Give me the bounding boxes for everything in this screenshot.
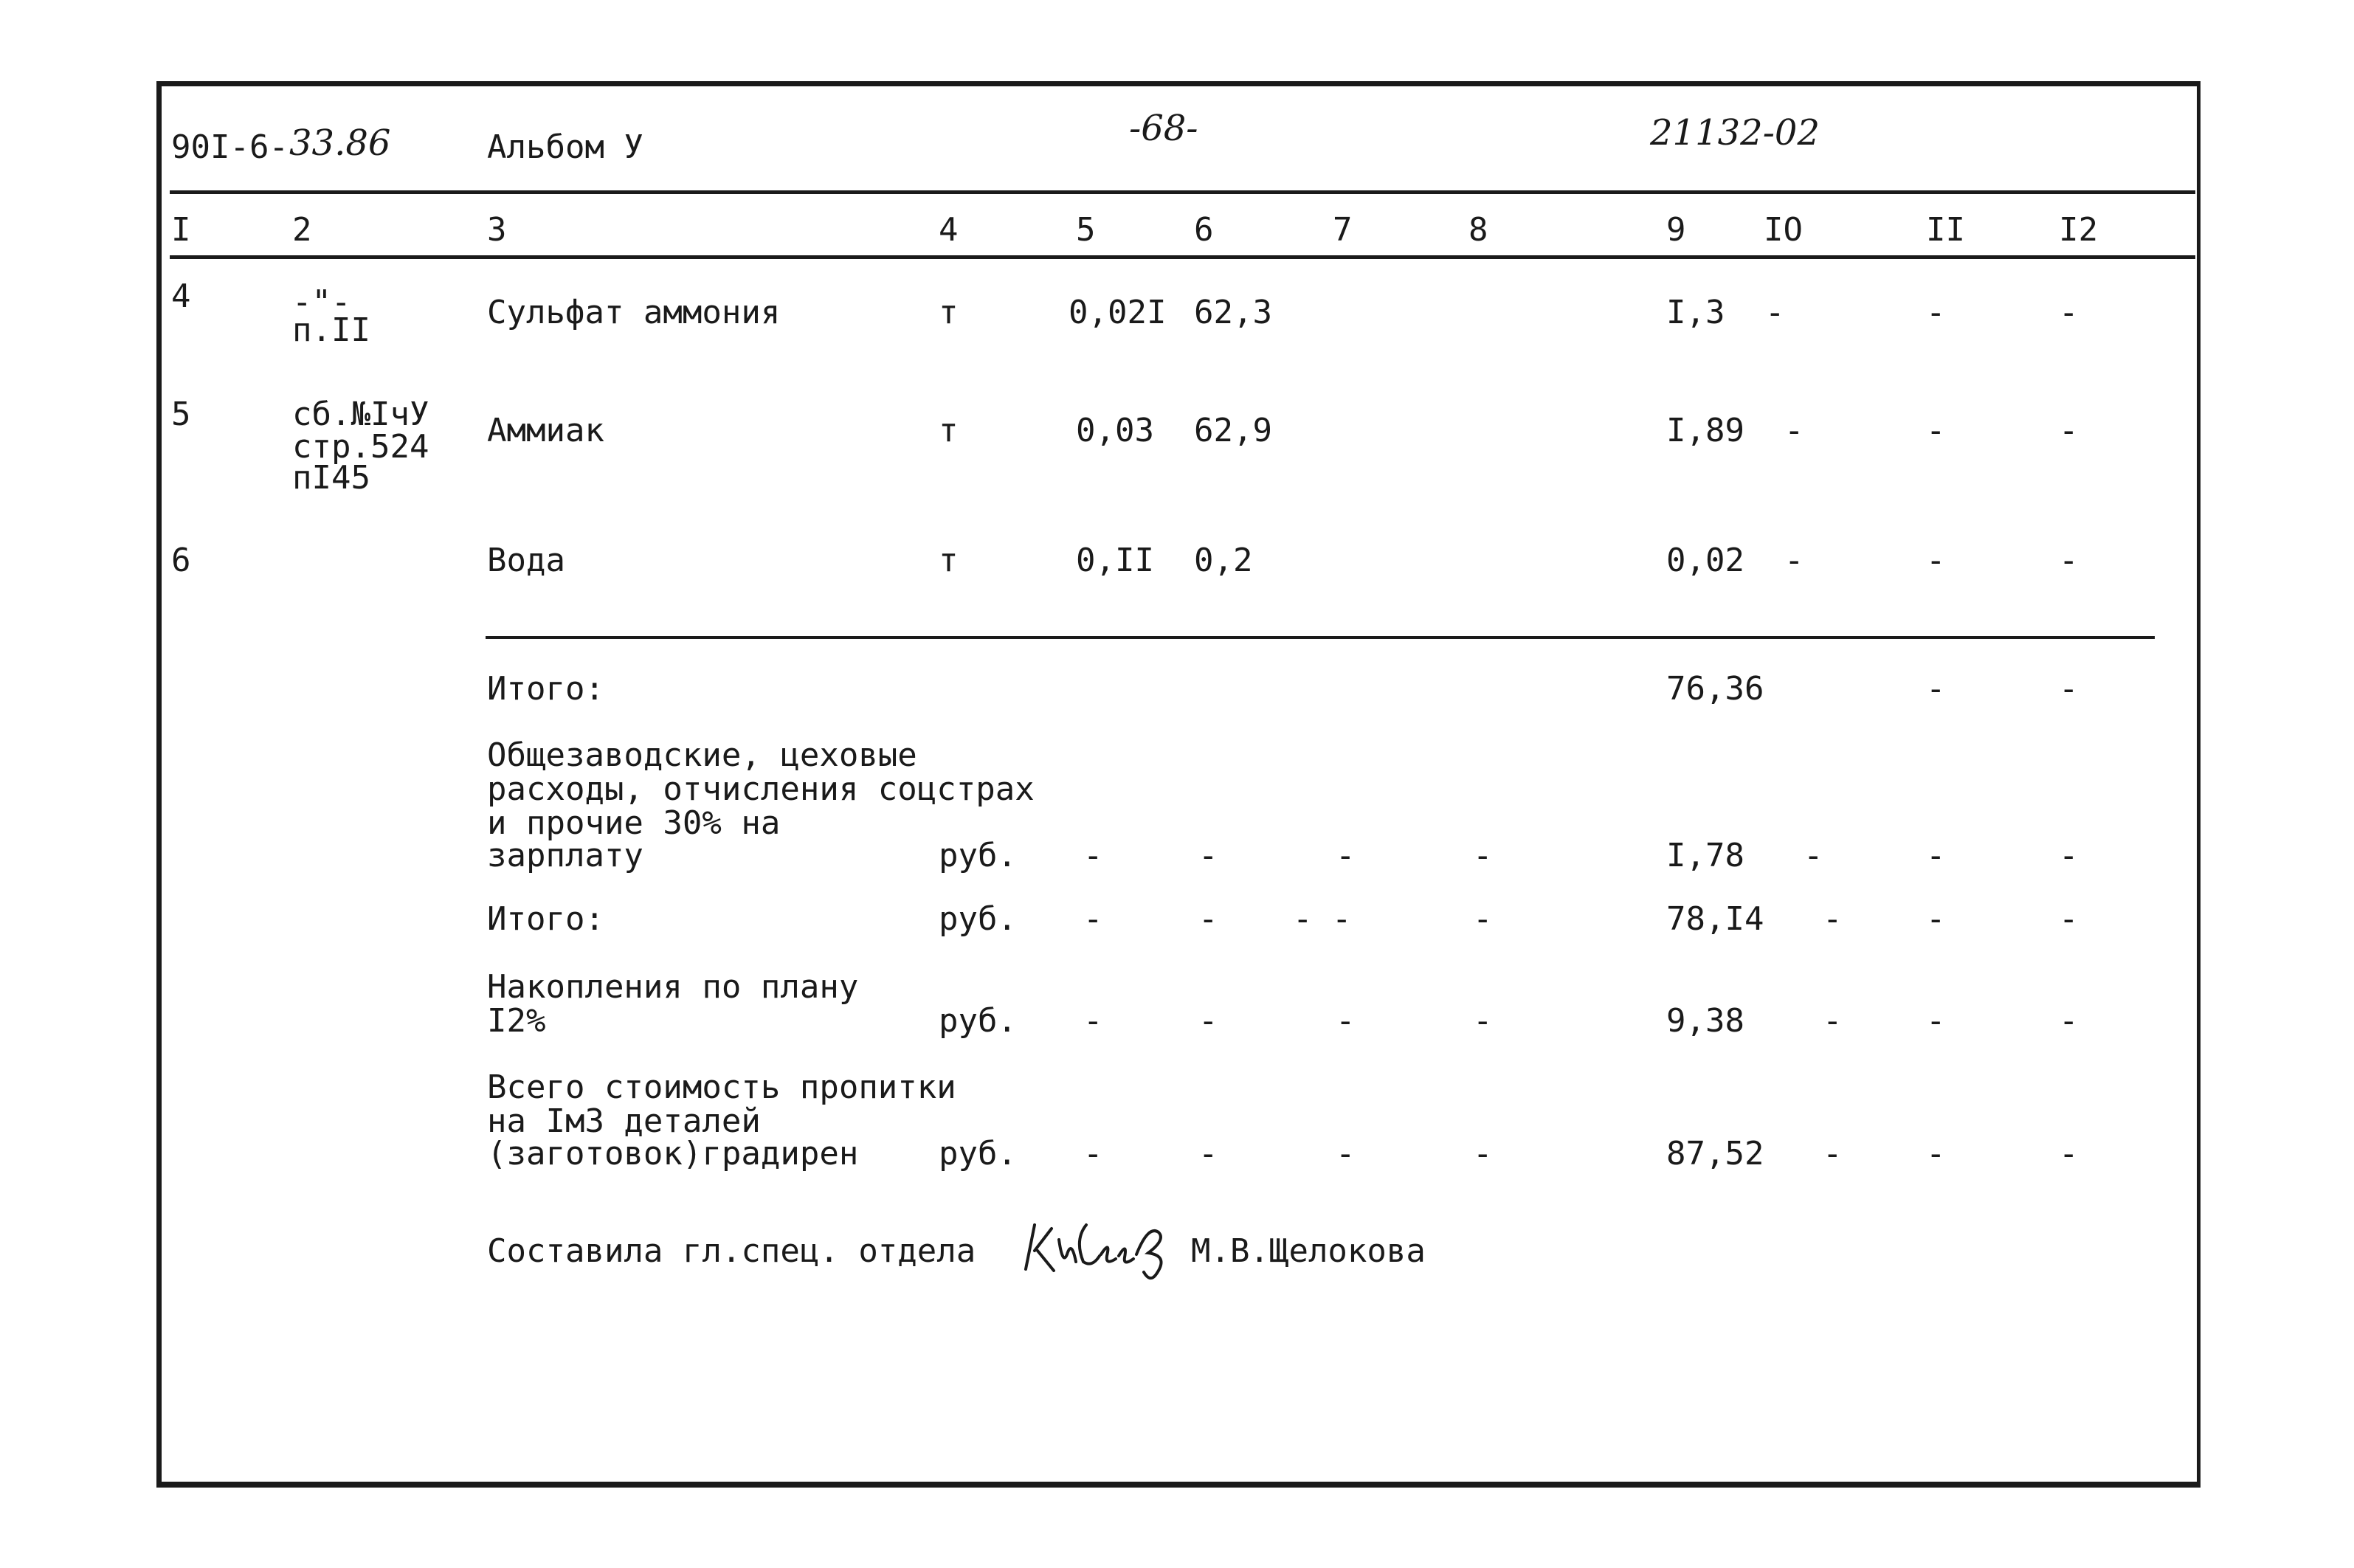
row-unit: т	[939, 294, 959, 331]
compiled-by-label: Составила гл.спец. отдела	[487, 1232, 976, 1270]
total2-c6: -	[1198, 900, 1218, 938]
col-1: I	[171, 211, 191, 249]
total2-c5: -	[1083, 900, 1103, 938]
grand-unit: руб.	[939, 1135, 1017, 1172]
row-qty: 0,03	[1076, 412, 1154, 449]
overhead-c12: -	[2059, 837, 2079, 874]
row-unit: т	[939, 542, 959, 579]
total-c11: -	[1926, 670, 1946, 708]
grand-c7: -	[1336, 1135, 1356, 1172]
overhead-c6: -	[1198, 837, 1218, 874]
col-8: 8	[1468, 211, 1488, 249]
total2-label: Итого:	[487, 900, 604, 938]
row-c11: -	[1926, 542, 1946, 579]
col-7: 7	[1333, 211, 1353, 249]
compiler-name: М.В.Щелокова	[1191, 1232, 1426, 1270]
total-sum: 76,36	[1666, 670, 1764, 708]
grand-c10: -	[1823, 1135, 1843, 1172]
row-sum: 0,02	[1666, 542, 1744, 579]
row-price: 62,3	[1194, 294, 1272, 331]
accum-c7: -	[1336, 1002, 1356, 1040]
row-c11: -	[1926, 412, 1946, 449]
col-12: I2	[2059, 211, 2098, 249]
grand-c8: -	[1473, 1135, 1493, 1172]
overhead-text: расходы, отчисления соцстрах	[487, 770, 1035, 808]
overhead-c8: -	[1473, 837, 1493, 874]
total2-c11: -	[1926, 900, 1946, 938]
total2-c8: -	[1473, 900, 1493, 938]
total2-unit: руб.	[939, 900, 1017, 938]
col-3: 3	[487, 211, 507, 249]
col-2: 2	[292, 211, 312, 249]
accum-c6: -	[1198, 1002, 1218, 1040]
total-label: Итого:	[487, 670, 604, 708]
header-divider	[170, 190, 2195, 194]
row-ref: сб.№IчУ	[292, 396, 429, 433]
row-c12: -	[2059, 412, 2079, 449]
total2-c12: -	[2059, 900, 2079, 938]
col-5: 5	[1076, 211, 1096, 249]
row-price: 62,9	[1194, 412, 1272, 449]
col-10: IO	[1764, 211, 1803, 249]
grand-text: Всего стоимость пропитки	[487, 1068, 956, 1106]
accum-sum: 9,38	[1666, 1002, 1744, 1040]
project-code: 21132-02	[1650, 112, 1820, 153]
overhead-sum: I,78	[1666, 837, 1744, 874]
col-6: 6	[1194, 211, 1214, 249]
row-sum: I,89	[1666, 412, 1744, 449]
grand-c11: -	[1926, 1135, 1946, 1172]
row-ref: -"-	[292, 283, 351, 321]
doc-code: 90I-6-	[171, 128, 289, 166]
overhead-c11: -	[1926, 837, 1946, 874]
totals-divider	[486, 636, 2155, 639]
row-c10: -	[1784, 542, 1804, 579]
overhead-c5: -	[1083, 837, 1103, 874]
row-c10: -	[1765, 294, 1785, 331]
row-qty: 0,II	[1076, 542, 1154, 579]
accum-unit: руб.	[939, 1002, 1017, 1040]
accum-c10: -	[1823, 1002, 1843, 1040]
row-ref: стр.524	[292, 428, 429, 466]
row-c10: -	[1784, 412, 1804, 449]
accum-c11: -	[1926, 1002, 1946, 1040]
page-number: -68-	[1129, 108, 1198, 149]
col-11: II	[1926, 211, 1965, 249]
row-sum: I,3	[1666, 294, 1725, 331]
overhead-text: зарплату	[487, 837, 643, 874]
total2-c10: -	[1823, 900, 1843, 938]
row-ref: пI45	[292, 459, 370, 497]
total-c12: -	[2059, 670, 2079, 708]
overhead-text: и прочие 30% на	[487, 804, 781, 842]
row-price: 0,2	[1194, 542, 1253, 579]
row-c12: -	[2059, 542, 2079, 579]
accum-text: Накопления по плану	[487, 968, 859, 1006]
row-num: 6	[171, 542, 191, 579]
col-9: 9	[1666, 211, 1686, 249]
accum-text: I2%	[487, 1002, 546, 1040]
grand-sum: 87,52	[1666, 1135, 1764, 1172]
overhead-c7: -	[1336, 837, 1356, 874]
grand-text: (заготовок)градирен	[487, 1135, 859, 1172]
grand-text: на Iм3 деталей	[487, 1102, 761, 1140]
row-name: Вода	[487, 542, 565, 579]
album-label: Альбом У	[487, 128, 643, 166]
grand-c6: -	[1198, 1135, 1218, 1172]
total2-c7: - -	[1293, 900, 1352, 938]
col-4: 4	[939, 211, 959, 249]
overhead-c10: -	[1804, 837, 1823, 874]
row-ref: п.II	[292, 311, 370, 349]
overhead-unit: руб.	[939, 837, 1017, 874]
signature	[1018, 1210, 1188, 1284]
row-name: Сульфат аммония	[487, 294, 781, 331]
accum-c12: -	[2059, 1002, 2079, 1040]
row-num: 4	[171, 277, 191, 315]
row-unit: т	[939, 412, 959, 449]
row-name: Аммиак	[487, 412, 604, 449]
row-num: 5	[171, 396, 191, 433]
accum-c5: -	[1083, 1002, 1103, 1040]
row-c11: -	[1926, 294, 1946, 331]
accum-c8: -	[1473, 1002, 1493, 1040]
total2-sum: 78,I4	[1666, 900, 1764, 938]
grand-c5: -	[1083, 1135, 1103, 1172]
doc-code-handwritten: 33.86	[289, 122, 391, 164]
overhead-text: Общезаводские, цеховые	[487, 736, 917, 774]
row-c12: -	[2059, 294, 2079, 331]
grand-c12: -	[2059, 1135, 2079, 1172]
columns-divider	[170, 255, 2195, 259]
row-qty: 0,02I	[1069, 294, 1167, 331]
